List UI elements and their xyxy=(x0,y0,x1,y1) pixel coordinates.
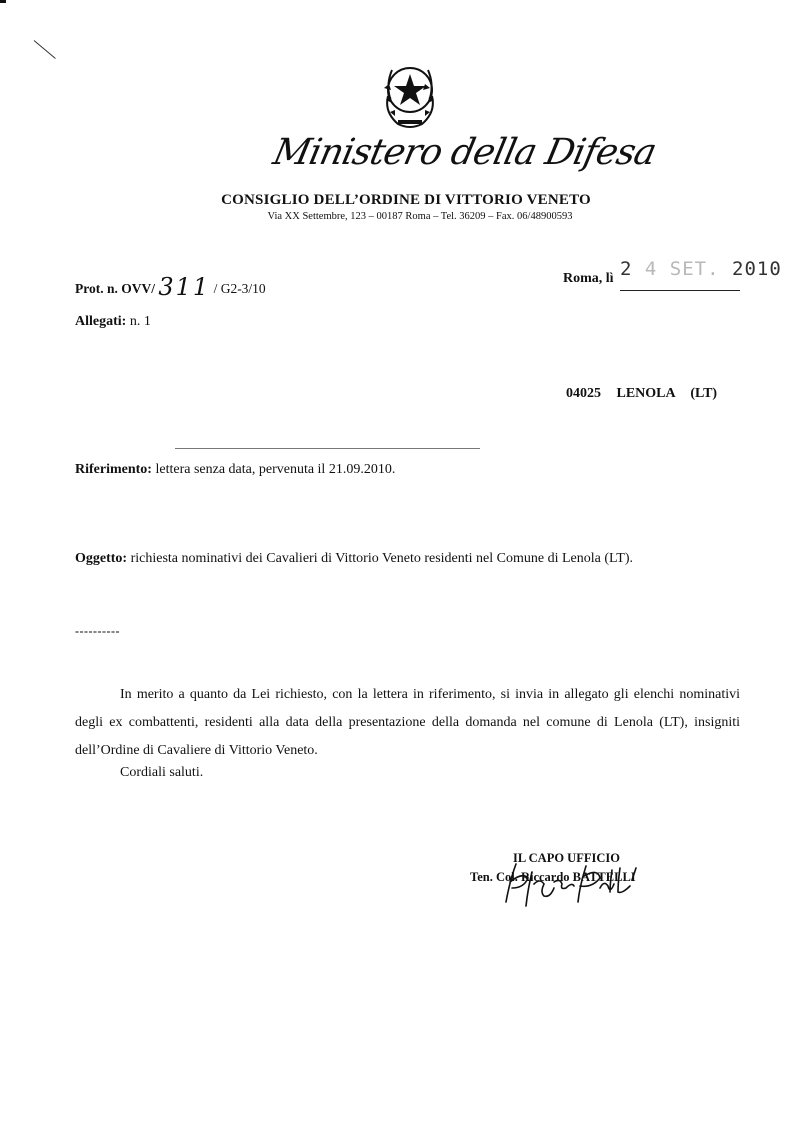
date-stamp xyxy=(620,258,782,280)
attachments-label: Allegati: xyxy=(75,314,127,329)
date-underline xyxy=(620,290,740,291)
signatory-name: Ten. Col. Riccardo BATTELLI xyxy=(470,870,636,884)
recipient-postcode: 04025 xyxy=(566,386,601,401)
protocol-number: 311 xyxy=(158,273,211,301)
body-paragraph: In merito a quanto da Lei richiesto, con la lettera in riferimento, si invia in allegato gli elenchi nominativi degli ex combattenti, residenti alla data della presentazione della domanda nel comune di Lenola (LT), insigniti dell’Ordine di Cavaliere di Vittorio Veneto. xyxy=(75,687,740,758)
letter-body xyxy=(75,681,740,765)
closing-greeting: Cordiali saluti. xyxy=(120,765,204,780)
date-stamp-year: 2010 xyxy=(732,258,782,280)
republic-emblem-icon xyxy=(378,58,442,132)
divider-dashes: ---------- xyxy=(75,624,120,638)
scan-stroke xyxy=(34,40,56,59)
reference-label: Riferimento: xyxy=(75,462,152,477)
subject-label: Oggetto: xyxy=(75,551,128,566)
protocol-suffix: / G2-3/10 xyxy=(213,281,266,296)
signatory-title: IL CAPO UFFICIO xyxy=(513,851,620,865)
office-address: Via XX Settembre, 123 – 00187 Roma – Tel. 36209 – Fax. 06/48900593 xyxy=(267,211,573,222)
reference-line xyxy=(75,462,395,478)
handwritten-signature xyxy=(488,858,648,918)
attachments-line xyxy=(75,314,151,330)
recipient-city: LENOLA (LT) xyxy=(616,386,718,401)
protocol-line xyxy=(75,271,266,299)
subject-value: richiesta nominativi dei Cavalieri di Vittorio Veneto residenti nel Comune di Lenola (LT). xyxy=(130,551,633,566)
reference-value: lettera senza data, pervenuta il 21.09.2010. xyxy=(155,462,396,477)
scan-artifact xyxy=(0,0,6,3)
date-stamp-middle: 4 SET. xyxy=(644,258,720,280)
date-stamp-day: 2 xyxy=(620,258,633,280)
attachments-value: n. 1 xyxy=(129,314,151,329)
protocol-label: Prot. n. OVV/ xyxy=(75,281,155,296)
council-title: CONSIGLIO DELL’ORDINE DI VITTORIO VENETO xyxy=(221,192,591,208)
ministry-name: Ministero della Difesa xyxy=(269,132,660,173)
ministry-logotype xyxy=(230,130,660,180)
date-label: Roma, lì xyxy=(563,271,614,286)
separator-line xyxy=(175,448,480,449)
subject-line xyxy=(75,551,633,567)
recipient-line xyxy=(566,386,717,402)
